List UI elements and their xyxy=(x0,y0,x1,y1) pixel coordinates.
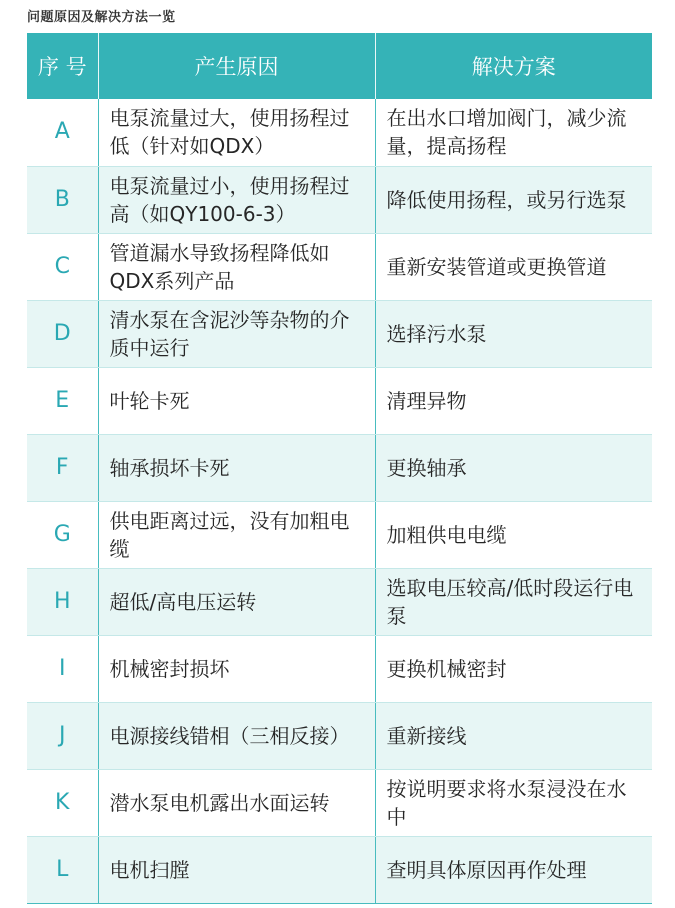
row-cause: 电机扫膛 xyxy=(98,836,375,903)
problem-solution-table xyxy=(27,33,652,904)
table-row xyxy=(27,367,652,434)
row-code: K xyxy=(27,769,98,836)
table-row xyxy=(27,702,652,769)
row-cause: 轴承损坏卡死 xyxy=(98,434,375,501)
row-cause: 管道漏水导致扬程降低如QDX系列产品 xyxy=(98,233,375,300)
row-solution: 选择污水泵 xyxy=(375,300,652,367)
table-row xyxy=(27,635,652,702)
table-row xyxy=(27,233,652,300)
row-solution: 更换机械密封 xyxy=(375,635,652,702)
row-solution: 重新接线 xyxy=(375,702,652,769)
row-solution: 查明具体原因再作处理 xyxy=(375,836,652,903)
row-cause: 电泵流量过小，使用扬程过高（如QY100-6-3） xyxy=(98,166,375,233)
header-solution: 解决方案 xyxy=(375,33,652,99)
table-row xyxy=(27,769,652,836)
row-code: F xyxy=(27,434,98,501)
row-cause: 叶轮卡死 xyxy=(98,367,375,434)
row-solution: 选取电压较高/低时段运行电泵 xyxy=(375,568,652,635)
table-row xyxy=(27,568,652,635)
row-code: G xyxy=(27,501,98,568)
table-row xyxy=(27,166,652,233)
page-title: 问题原因及解决方法一览 xyxy=(27,10,176,25)
row-solution: 清理异物 xyxy=(375,367,652,434)
row-code: C xyxy=(27,233,98,300)
row-code: H xyxy=(27,568,98,635)
row-code: J xyxy=(27,702,98,769)
row-solution: 加粗供电电缆 xyxy=(375,501,652,568)
row-solution: 重新安装管道或更换管道 xyxy=(375,233,652,300)
row-cause: 机械密封损坏 xyxy=(98,635,375,702)
header-cause: 产生原因 xyxy=(98,33,375,99)
row-cause: 电泵流量过大，使用扬程过低（针对如QDX） xyxy=(98,99,375,166)
row-code: I xyxy=(27,635,98,702)
table-row xyxy=(27,836,652,903)
row-code: A xyxy=(27,99,98,166)
row-code: E xyxy=(27,367,98,434)
row-code: B xyxy=(27,166,98,233)
header-index: 序 号 xyxy=(27,33,98,99)
row-code: D xyxy=(27,300,98,367)
table-header-row xyxy=(27,33,652,99)
row-cause: 潜水泵电机露出水面运转 xyxy=(98,769,375,836)
row-code: L xyxy=(27,836,98,903)
table-row xyxy=(27,99,652,166)
row-solution: 降低使用扬程，或另行选泵 xyxy=(375,166,652,233)
row-solution: 按说明要求将水泵浸没在水中 xyxy=(375,769,652,836)
table-row xyxy=(27,434,652,501)
row-solution: 更换轴承 xyxy=(375,434,652,501)
table-row xyxy=(27,501,652,568)
row-cause: 超低/高电压运转 xyxy=(98,568,375,635)
table-row xyxy=(27,300,652,367)
row-solution: 在出水口增加阀门，减少流量，提高扬程 xyxy=(375,99,652,166)
row-cause: 清水泵在含泥沙等杂物的介质中运行 xyxy=(98,300,375,367)
row-cause: 供电距离过远，没有加粗电缆 xyxy=(98,501,375,568)
row-cause: 电源接线错相（三相反接） xyxy=(98,702,375,769)
